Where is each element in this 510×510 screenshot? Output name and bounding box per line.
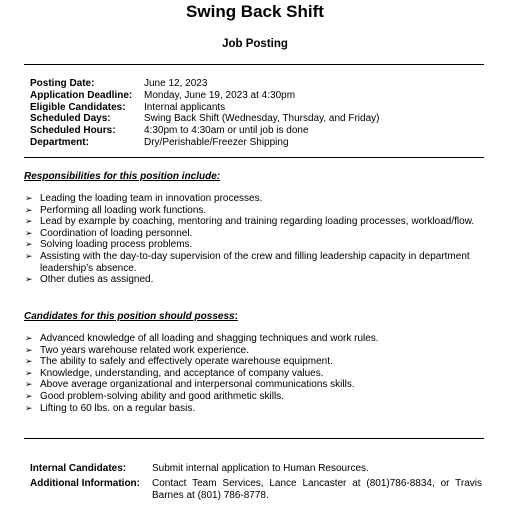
responsibilities-list (24, 193, 486, 286)
detail-label: Application Deadline: (30, 89, 133, 101)
list-item-text: Lifting to 60 lbs. on a regular basis. (40, 402, 196, 414)
top-divider (24, 64, 484, 65)
detail-row-scheduled-days (30, 113, 379, 125)
detail-row-department (30, 137, 379, 149)
detail-value: Internal applicants (144, 101, 226, 113)
arrow-bullet-icon: ➢ (25, 193, 33, 203)
list-item-text: Two years warehouse related work experience. (40, 344, 249, 356)
list-item (24, 403, 486, 415)
list-item-text: Solving loading process problems. (40, 239, 193, 251)
arrow-bullet-icon: ➢ (25, 402, 33, 413)
contact-row-additional-information (30, 478, 482, 502)
list-item-text: Leading the loading team in innovation processes. (40, 193, 263, 204)
detail-label: Eligible Candidates: (30, 101, 126, 113)
list-item (24, 228, 486, 240)
detail-row-scheduled-hours (30, 125, 379, 137)
detail-label: Scheduled Days: (30, 113, 111, 125)
list-item-text: Advanced knowledge of all loading and shagging techniques and work rules. (40, 333, 379, 344)
detail-label: Posting Date: (30, 78, 95, 89)
list-item (24, 251, 486, 274)
responsibilities-heading-text: Responsibilities for this position include: (24, 171, 221, 182)
list-item (24, 391, 486, 403)
arrow-bullet-icon: ➢ (25, 274, 33, 285)
contact-value: Contact Team Services, Lance Lancaster at (801)786-8834, or Travis Barnes at (801) 786-8778. (152, 478, 482, 501)
qualifications-heading-text: Candidates for this position should possess (24, 311, 235, 322)
posting-subtitle: Job Posting (222, 38, 288, 50)
detail-value: Monday, June 19, 2023 at 4:30pm (144, 89, 296, 101)
list-item-text: Above average organizational and interpersonal communications skills. (40, 379, 355, 391)
arrow-bullet-icon: ➢ (25, 250, 33, 261)
details-block (30, 78, 379, 149)
contact-block (30, 463, 482, 505)
contact-row-internal-candidates (30, 463, 482, 475)
qualifications-list (24, 333, 486, 414)
list-item (24, 356, 486, 368)
arrow-bullet-icon: ➢ (25, 344, 33, 355)
arrow-bullet-icon: ➢ (25, 390, 33, 401)
detail-row-eligible-candidates (30, 102, 379, 114)
detail-label: Department: (30, 136, 89, 148)
detail-value: Dry/Perishable/Freezer Shipping (144, 136, 289, 148)
arrow-bullet-icon: ➢ (25, 239, 33, 250)
list-item (24, 205, 486, 217)
arrow-bullet-icon: ➢ (25, 356, 33, 367)
list-item-text: Good problem-solving ability and good arithmetic skills. (40, 390, 285, 402)
responsibilities-heading (24, 171, 220, 182)
list-item-text: Lead by example by coaching, mentoring and training regarding loading processes, workload/flow. (40, 216, 475, 228)
arrow-bullet-icon: ➢ (25, 367, 33, 378)
detail-value: 4:30pm to 4:30am or until job is done (144, 125, 309, 137)
arrow-bullet-icon: ➢ (25, 204, 33, 215)
list-item (24, 345, 486, 357)
detail-label: Scheduled Hours: (30, 125, 116, 137)
detail-row-posting-date (30, 78, 379, 90)
list-item-text: Assisting with the day-to-day supervision of the crew and filling leadership capacity in department leadership’s absence. (40, 250, 470, 274)
detail-row-application-deadline (30, 90, 379, 102)
arrow-bullet-icon: ➢ (25, 379, 33, 390)
contact-label: Internal Candidates: (30, 463, 127, 474)
contact-value: Submit internal application to Human Resources. (152, 463, 369, 474)
posting-title: Swing Back Shift (186, 2, 324, 21)
detail-value: June 12, 2023 (144, 78, 208, 89)
qualifications-heading-colon: : (234, 311, 238, 322)
list-item (24, 379, 486, 391)
list-item (24, 368, 486, 380)
list-item-text: Performing all loading work functions. (40, 204, 207, 216)
list-item (24, 333, 486, 345)
arrow-bullet-icon: ➢ (25, 333, 33, 343)
arrow-bullet-icon: ➢ (25, 216, 33, 227)
contact-label: Additional Information: (30, 478, 140, 489)
list-item-text: Other duties as assigned. (40, 274, 154, 286)
details-divider (24, 157, 484, 158)
qualifications-heading (24, 311, 238, 322)
list-item-text: Coordination of loading personnel. (40, 227, 193, 239)
list-item (24, 239, 486, 251)
list-item-text: The ability to safely and effectively operate warehouse equipment. (40, 356, 333, 368)
arrow-bullet-icon: ➢ (25, 227, 33, 238)
detail-value: Swing Back Shift (Wednesday, Thursday, and Friday) (144, 113, 380, 125)
list-item (24, 274, 486, 286)
bottom-divider (24, 438, 484, 439)
list-item (24, 216, 486, 228)
list-item (24, 193, 486, 205)
list-item-text: Knowledge, understanding, and acceptance of company values. (40, 367, 324, 379)
